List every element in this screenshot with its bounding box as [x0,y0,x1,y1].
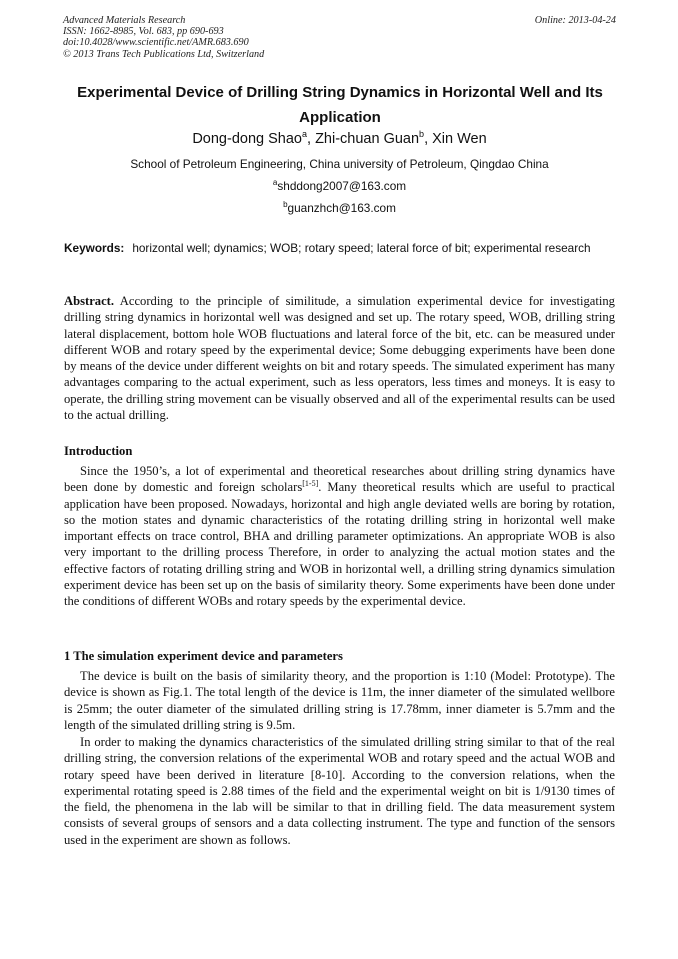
paper-title: Experimental Device of Drilling String Dynamics in Horizontal Well and Its Application [77,84,603,126]
keywords-block [64,241,615,257]
author-name: Zhi-chuan Guan [315,131,420,147]
issn-line: ISSN: 1662-8985, Vol. 683, pp 690-693 [63,26,224,38]
email-address[interactable]: shddong2007@163.com [277,179,407,193]
section1-paragraph-2: In order to making the dynamics characteristics of the simulated drilling string similar to that of the real drilling string, the conversion relations of the experimental WOB and rotary speed and the actual WOB and rotary speed have been derived in literature [8-10]. According to the conversion relations, when the experimental rotating speed is 2.88 times of the field and the experimental weight on bit is 1/9130 times of the field, the phenomena in the lab will be similar to that in drilling field. The data measurement system consists of several groups of sensors and a data collecting instrument. The type and function of the sensors used in the experiment are shown as follows. [64,735,615,847]
copyright-line: © 2013 Trans Tech Publications Ltd, Switzerland [63,48,265,60]
abstract-text: According to the principle of similitude, a simulation experimental device for investigating drilling string dynamics in horizontal well was designed and set up. The rotary speed, WOB, drilling string lateral displacement, bottom hole WOB fluctuations and lateral force of the bit, etc. can be measured under different WOB and rotary speed by the experimental device; Some debugging experiments have been done by means of the device under different weights on bit and rotary speeds. The simulated experiment has many advantages comparing to the actual experiment, such as less operators, less times and moneys. It is easy to operate, the drilling string movement can be visually observed and all of the experimental results can be used to the actual drilling. [64,294,615,423]
journal-header [63,15,616,60]
email-b [63,200,616,216]
author-list [63,129,616,149]
keywords-text: horizontal well; dynamics; WOB; rotary speed; lateral force of bit; experimental research [132,241,591,255]
author-separator: , [424,131,433,147]
author-name: Xin Wen [432,131,487,147]
introduction-text-cont: . Many theoretical results which are useful to practical application have been proposed. Nowadays, horizontal and high angle deviated wells are boring by rotation, so the motion states and dynamic characteristics of the rotating drilling string in horizontal well make important effects on trace control, BHA and drilling parameter optimizations. An appropriate WOB is also very important to the drilling process Therefore, in order to analyzing the actual motion states and the effective factors of rotating drilling string and WOB in horizontal well, a drilling string dynamics simulation experiment device has been set up on the basis of similarity theory. Some experiments have been done under the conditions of different WOBs and rotary speeds by the experimental device. [64,480,615,609]
author-name: Dong-dong Shao [192,131,302,147]
email-mark: a [272,178,278,188]
section1-paragraph-1: The device is built on the basis of similarity theory, and the proportion is 1:10 (Model: Prototype). The device is shown as Fig.1. The total length of the device is 11m, the inner diameter of the simulated wellbore is 25mm; the outer diameter of the simulated drilling string is 17.78mm, inner diameter is 5.7mm and the length of the simulated drilling string is 9.5m. [64,669,615,732]
author-separator: , [307,131,316,147]
online-date: Online: 2013-04-24 [534,15,616,26]
keywords-label: Keywords: [64,241,125,255]
introduction-paragraph [64,463,615,610]
author-affiliation-mark: a [301,129,307,140]
affiliation: School of Petroleum Engineering, China university of Petroleum, Qingdao China [130,157,549,171]
email-address[interactable]: guanzhch@163.com [287,201,396,215]
introduction-text: Since the 1950’s, a lot of experimental and theoretical researches about drilling string dynamics have been done by domestic and foreign scholars [64,464,615,495]
citation-ref[interactable]: [1-5] [302,479,319,489]
abstract-block [64,293,615,423]
author-affiliation-mark: b [419,129,425,140]
section1-heading: 1 The simulation experiment device and parameters [64,649,343,663]
doi-line: doi:10.4028/www.scientific.net/AMR.683.690 [63,37,249,49]
journal-name: Advanced Materials Research [63,15,186,26]
email-a [63,178,616,194]
abstract-label: Abstract. [64,294,115,308]
introduction-heading: Introduction [64,444,133,458]
email-mark: b [283,200,288,210]
